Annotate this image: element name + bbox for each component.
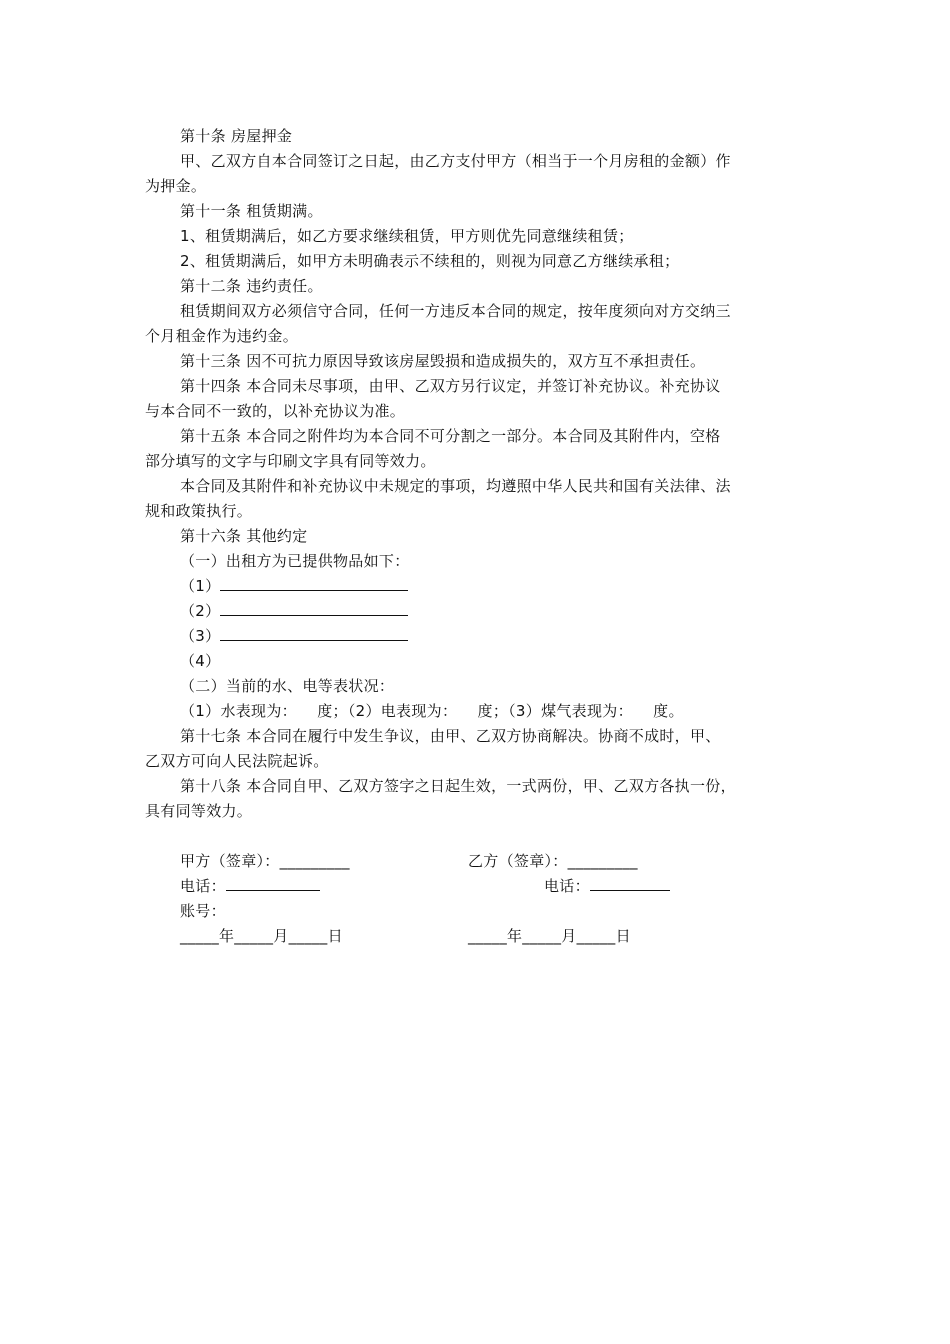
article-11-item: 1、租赁期满后，如乙方要求继续租赁，甲方则优先同意继续租赁； [180,227,634,245]
article-14-paragraph-line: 与本合同不一致的，以补充协议为准。 [145,402,406,420]
party-a-label: 甲方（签章）： [180,852,280,870]
article-18-paragraph-line: 具有同等效力。 [145,802,253,820]
article-16-item [180,576,408,596]
article-16-item: （4） [180,652,221,670]
article-12-title: 第十二条 违约责任。 [180,277,323,295]
misc-paragraph-line: 规和政策执行。 [145,502,253,520]
article-13: 第十三条 因不可抗力原因导致该房屋毁损和造成损失的，双方互不承担责任。 [180,352,706,370]
article-17-paragraph-line: 乙双方可向人民法院起诉。 [145,752,329,770]
article-11-title: 第十一条 租赁期满。 [180,202,323,220]
article-16-title: 第十六条 其他约定 [180,527,308,545]
item-number: （3） [180,627,221,645]
party-b-phone [544,876,670,896]
article-12-paragraph-line: 个月租金作为违约金。 [145,327,299,345]
party-a-signature [180,851,350,871]
article-11-item: 2、租赁期满后，如甲方未明确表示不续租的，则视为同意乙方继续承租； [180,252,680,270]
article-17-paragraph-line: 第十七条 本合同在履行中发生争议，由甲、乙双方协商解决。协商不成时，甲、 [180,727,721,745]
article-10-title: 第十条 房屋押金 [180,127,293,145]
party-b-date: _____年_____月_____日 [468,927,631,945]
article-15-paragraph-line: 第十五条 本合同之附件均为本合同不可分割之一部分。本合同及其附件内，空格 [180,427,721,445]
article-10-paragraph-line: 为押金。 [145,177,207,195]
item-blank-line [220,626,408,641]
article-12-paragraph-line: 租赁期间双方必须信守合同，任何一方违反本合同的规定，按年度须向对方交纳三 [180,302,731,320]
party-b-label: 乙方（签章）： [468,852,568,870]
article-16-subsection: （二）当前的水、电等表状况： [180,677,395,695]
party-a-phone [180,876,320,896]
article-16-item [180,626,408,646]
item-number: （2） [180,602,221,620]
phone-label: 电话： [180,877,226,895]
article-18-paragraph-line: 第十八条 本合同自甲、乙双方签字之日起生效，一式两份，甲、乙双方各执一份， [180,777,736,795]
phone-label: 电话： [544,877,590,895]
party-b-blank: _________ [567,852,638,870]
phone-blank-line [590,876,670,891]
item-blank-line [220,576,408,591]
article-14-paragraph-line: 第十四条 本合同未尽事项，由甲、乙双方另行议定，并签订补充协议。补充协议 [180,377,721,395]
article-16-subsection: （一）出租方为已提供物品如下： [180,552,410,570]
party-a-blank: _________ [279,852,350,870]
item-number: （1） [180,577,221,595]
article-10-paragraph-line: 甲、乙双方自本合同签订之日起，由乙方支付甲方（相当于一个月房租的金额）作 [180,152,731,170]
meter-readings: （1）水表现为： 度；（2）电表现为： 度；（3）煤气表现为： 度。 [180,702,684,720]
phone-blank-line [226,876,320,891]
misc-paragraph-line: 本合同及其附件和补充协议中未规定的事项，均遵照中华人民共和国有关法律、法 [180,477,731,495]
article-16-item [180,601,408,621]
item-blank-line [220,601,408,616]
article-15-paragraph-line: 部分填写的文字与印刷文字具有同等效力。 [145,452,436,470]
party-b-signature [468,851,638,871]
account-label: 账号： [180,902,226,920]
party-a-date: _____年_____月_____日 [180,927,343,945]
